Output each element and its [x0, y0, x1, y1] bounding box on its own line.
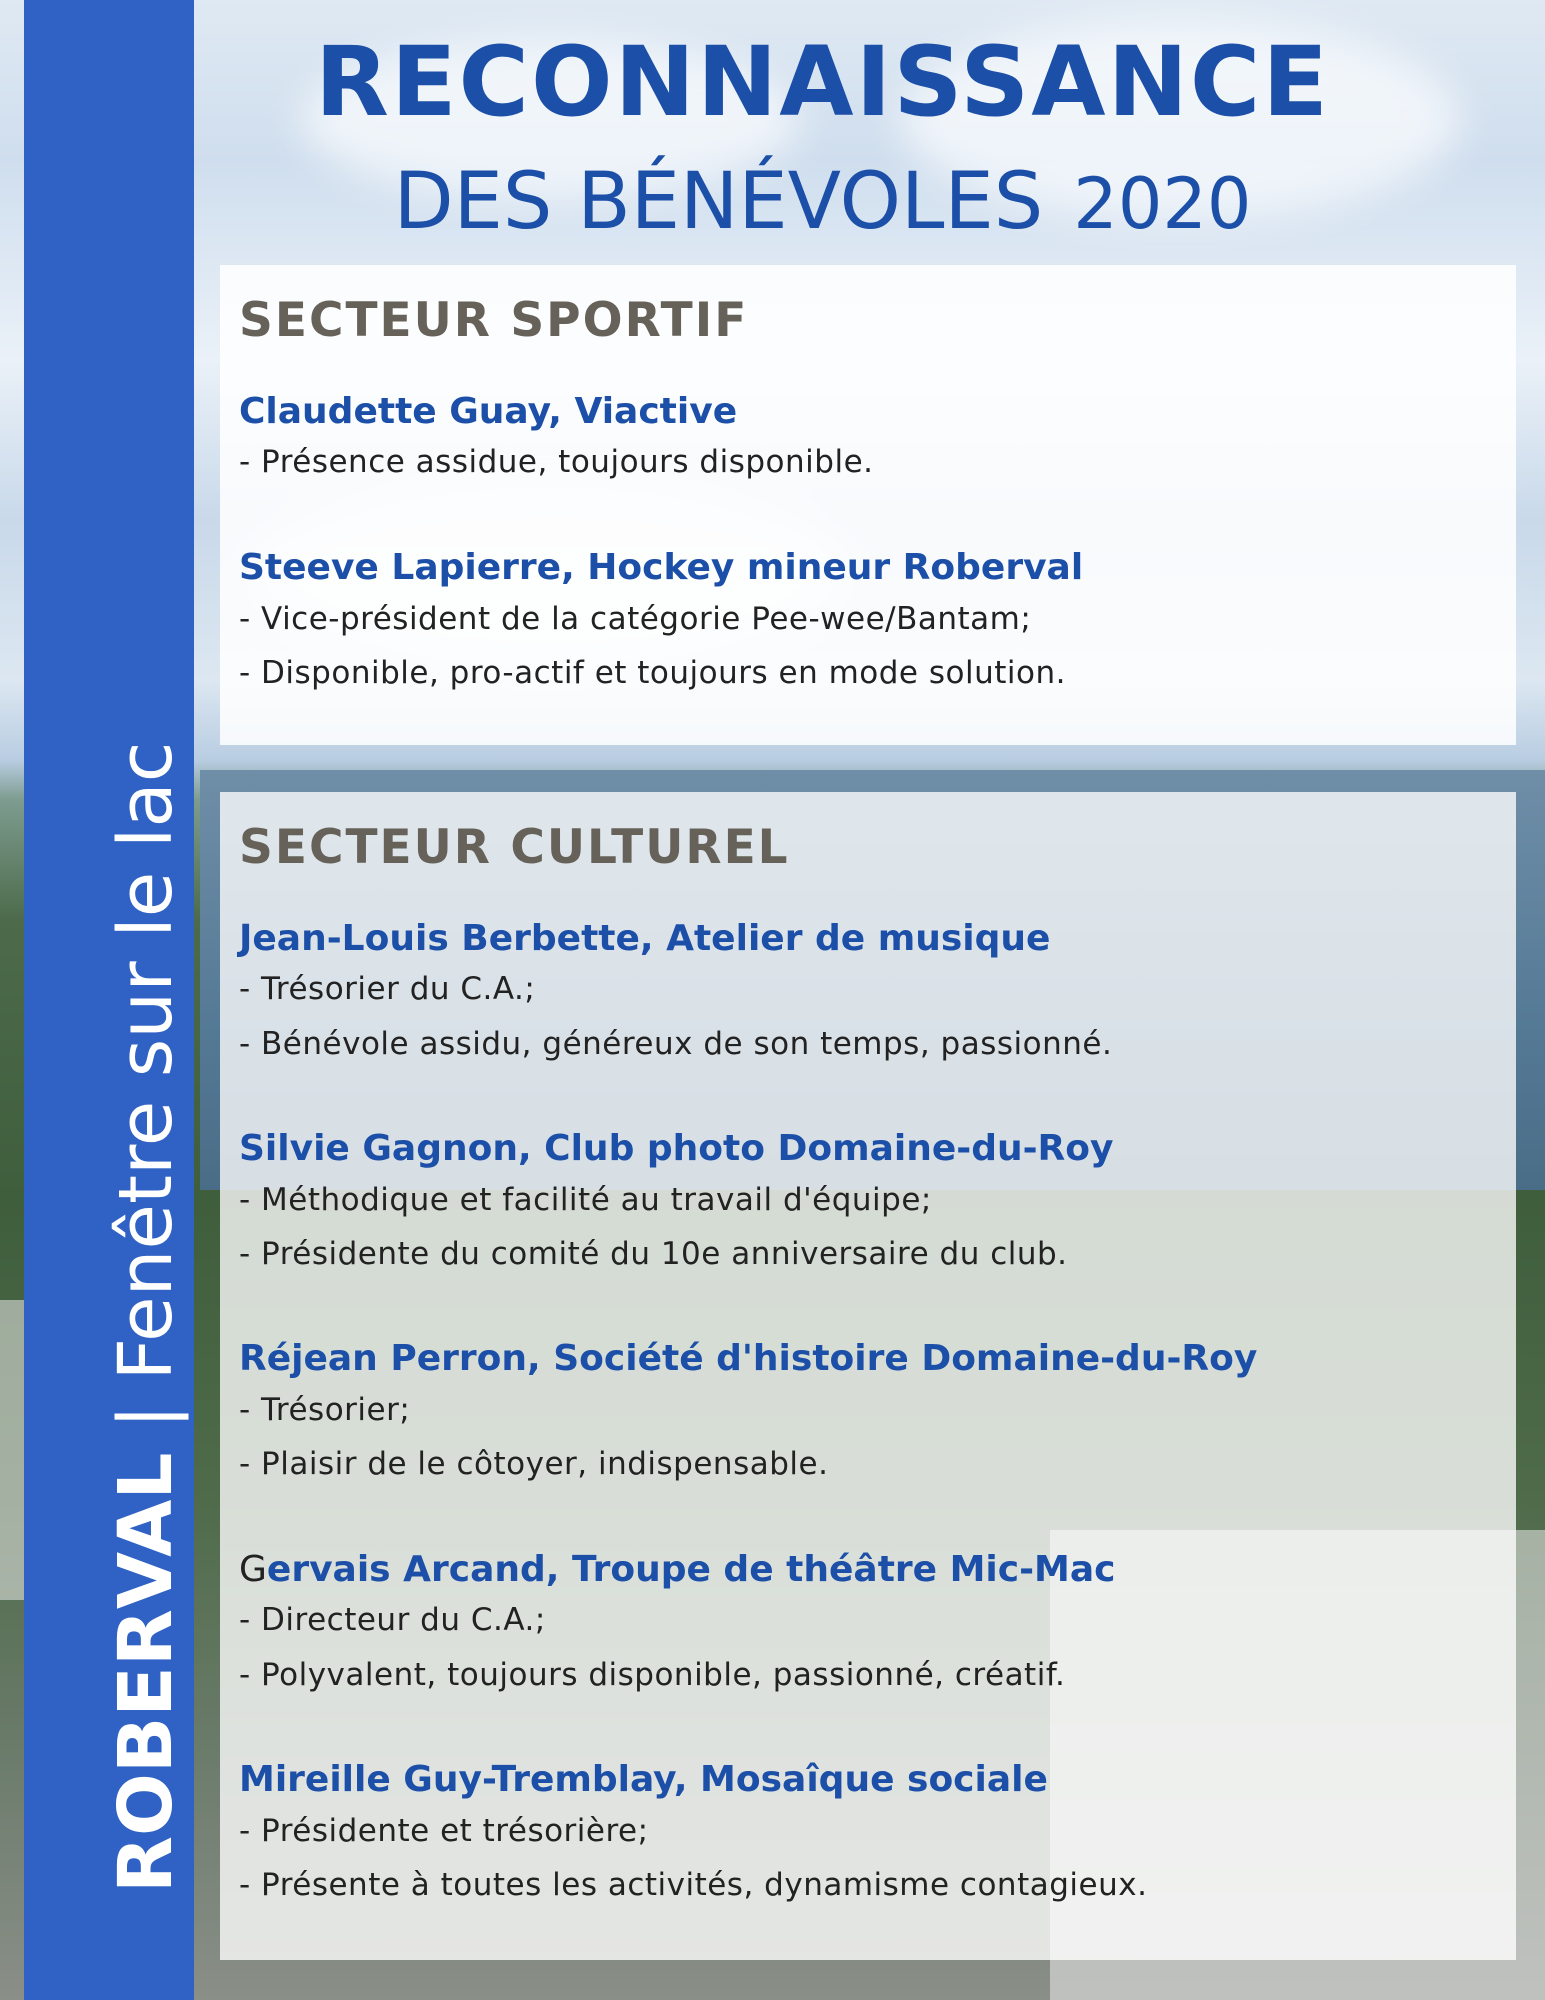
section-panel-sportif [220, 265, 1516, 745]
volunteer-name-rest: ervais Arcand, Troupe de théâtre Mic-Mac [266, 1548, 1116, 1590]
volunteer-detail: - Trésorier; [239, 1392, 411, 1429]
side-tagline [24, 0, 194, 2000]
volunteer-entry [239, 389, 1496, 490]
volunteer-entry [239, 1757, 1496, 1912]
side-tagline-slogan: | Fenêtre sur le lac [103, 741, 189, 1453]
page-title: RECONNAISSANCE [315, 26, 1330, 138]
volunteer-name: Jean-Louis Berbette, Atelier de musique [239, 917, 1051, 959]
volunteer-entry [239, 545, 1496, 700]
volunteer-entry [239, 1336, 1496, 1491]
volunteer-detail: - Trésorier du C.A.; [239, 971, 536, 1008]
subtitle-text: DES BÉNÉVOLES [393, 157, 1044, 247]
volunteer-detail: - Directeur du C.A.; [239, 1602, 546, 1639]
page-subtitle [200, 157, 1445, 247]
volunteer-detail: - Présidente du comité du 10e anniversaire du club. [239, 1236, 1068, 1273]
section-heading: SECTEUR CULTUREL [239, 820, 790, 875]
volunteer-detail: - Méthodique et facilité au travail d'équipe; [239, 1181, 932, 1218]
section-panel-culturel [220, 792, 1516, 1960]
volunteer-entry [239, 1547, 1496, 1702]
volunteer-detail: - Polyvalent, toujours disponible, passionné, créatif. [239, 1656, 1066, 1693]
volunteer-detail: - Présence assidue, toujours disponible. [239, 444, 874, 481]
volunteer-name: Steeve Lapierre, Hockey mineur Roberval [239, 546, 1084, 588]
volunteer-detail: - Vice-président de la catégorie Pee-wee/Bantam; [239, 600, 1032, 637]
volunteer-name [239, 1547, 1496, 1594]
volunteer-name: Mireille Guy-Tremblay, Mosaîque sociale [239, 1758, 1048, 1800]
volunteer-name: Réjean Perron, Société d'histoire Domaine-du-Roy [239, 1338, 1258, 1380]
subtitle-year: 2020 [1073, 163, 1252, 245]
volunteer-name: Silvie Gagnon, Club photo Domaine-du-Roy [239, 1127, 1114, 1169]
volunteer-detail: - Présente à toutes les activités, dynamisme contagieux. [239, 1866, 1148, 1903]
volunteer-detail: - Présidente et trésorière; [239, 1812, 649, 1849]
section-heading: SECTEUR SPORTIF [239, 293, 749, 348]
volunteer-entry [239, 916, 1496, 1071]
volunteer-detail: - Bénévole assidu, généreux de son temps, passionné. [239, 1025, 1113, 1062]
volunteer-detail: - Plaisir de le côtoyer, indispensable. [239, 1446, 829, 1483]
volunteer-name: Claudette Guay, Viactive [239, 390, 738, 432]
volunteer-entry [239, 1126, 1496, 1281]
volunteer-name-initial: G [239, 1548, 267, 1590]
side-tagline-city: ROBERVAL [103, 1452, 189, 1893]
volunteer-detail: - Disponible, pro-actif et toujours en mode solution. [239, 654, 1066, 691]
